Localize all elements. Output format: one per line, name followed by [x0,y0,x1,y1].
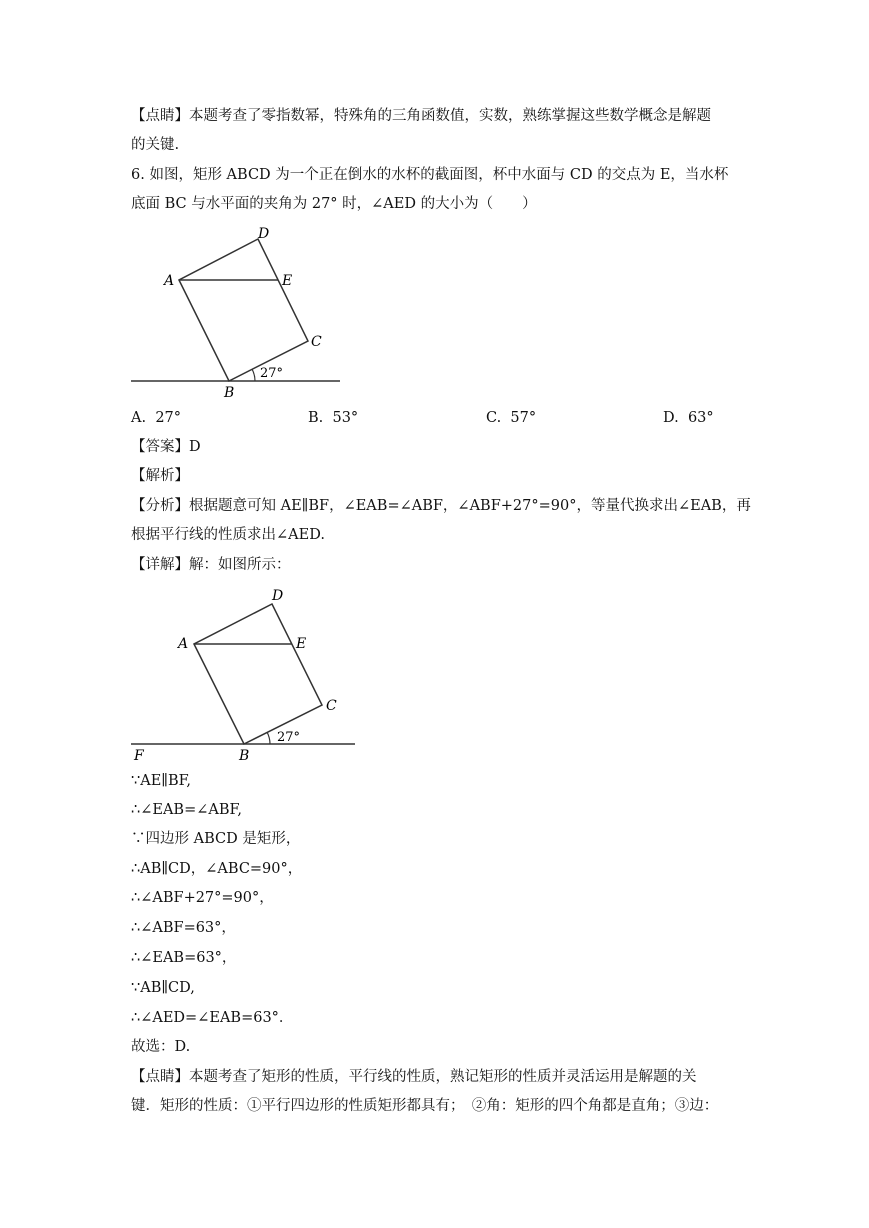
step-2: ∴∠EAB=∠ABF, [131,802,242,818]
step-9: ∴∠AED=∠EAB=63°． [131,1010,294,1026]
step-8: ∵AB∥CD, [131,980,195,996]
fig2-label-D: D [272,588,284,604]
fig2-label-F: F [134,748,144,764]
option-b: B. 53° [308,410,359,426]
step-5: ∴∠ABF+27°=90°， [131,890,274,906]
prev-review-line-1: 【点睛】本题考查了零指数幂，特殊角的三角函数值，实数，熟练掌握这些数学概念是解题 [131,108,711,124]
review-line-1: 【点睛】本题考查了矩形的性质，平行线的性质，熟记矩形的性质并灵活运用是解题的关 [131,1069,697,1085]
fig2-label-E: E [296,636,307,652]
fig1-label-B: B [224,385,235,401]
fig1-label-C: C [311,334,322,350]
review-line-2: 键．矩形的性质：①平行四边形的性质矩形都具有； ②角：矩形的四个角都是直角；③边： [131,1098,719,1114]
step-3: ∵四边形 ABCD 是矩形， [131,831,301,847]
step-6: ∴∠ABF=63°， [131,920,236,936]
fig1-label-E: E [282,273,293,289]
option-c: C. 57° [486,410,537,426]
detail-intro: 【详解】解：如图所示： [131,557,291,573]
fig1-label-D: D [258,226,270,242]
analysis-line-1: 【分析】根据题意可知 AE∥BF，∠EAB=∠ABF，∠ABF+27°=90°，等量代换求出∠EAB，再 [131,498,751,514]
option-d: D. 63° [663,410,714,426]
step-7: ∴∠EAB=63°， [131,950,237,966]
fig2-label-A: A [178,636,189,652]
step-4: ∴AB∥CD，∠ABC=90°， [131,861,303,877]
step-10: 故选：D. [131,1039,191,1055]
fig1-label-A: A [164,273,175,289]
question-line-2: 底面 BC 与水平面的夹角为 27° 时，∠AED 的大小为（ ） [131,196,537,212]
fig1-angle-label: 27° [260,366,284,381]
fig2-label-B: B [239,748,250,764]
option-a: A. 27° [131,410,182,426]
step-1: ∵AE∥BF, [131,773,192,789]
analysis-line-2: 根据平行线的性质求出∠AED. [131,527,325,543]
answer: 【答案】D [131,439,201,455]
analysis-header: 【解析】 [131,468,189,484]
fig2-label-C: C [326,698,337,714]
fig2-angle-label: 27° [277,730,301,745]
prev-review-line-2: 的关键. [131,137,180,153]
question-line-1: 6. 如图，矩形 ABCD 为一个正在倒水的水杯的截面图，杯中水面与 CD 的交点为 E，当水杯 [131,167,729,183]
